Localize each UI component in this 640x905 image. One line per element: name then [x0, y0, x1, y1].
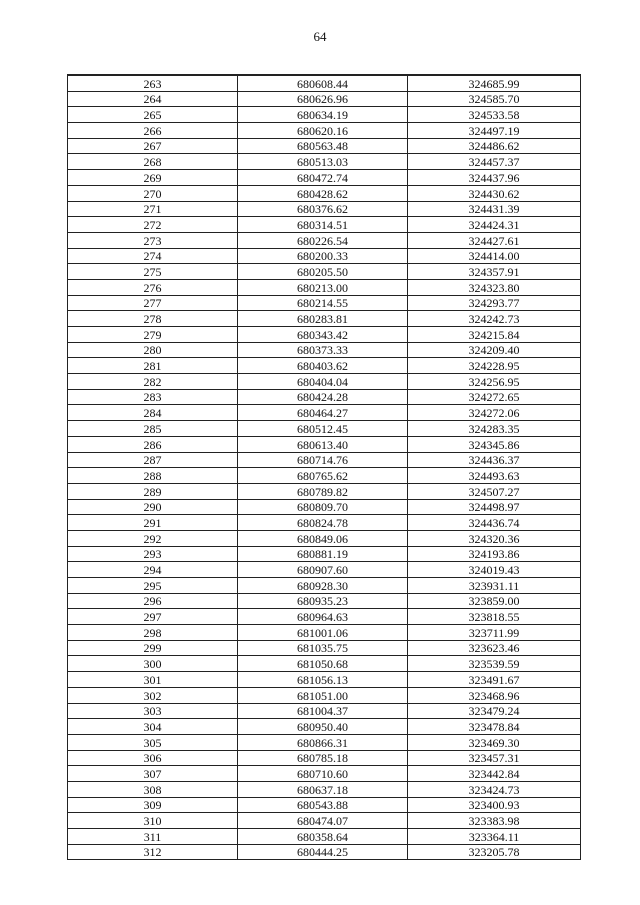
y-coordinate-cell: 324427.61 [408, 232, 581, 248]
table-row [68, 578, 581, 594]
y-coordinate-cell: 323931.11 [408, 578, 581, 594]
point-number-cell: 267 [68, 138, 238, 154]
x-coordinate-cell: 681051.00 [238, 687, 408, 703]
table-row [68, 75, 581, 91]
point-number-cell: 298 [68, 625, 238, 641]
y-coordinate-cell: 323711.99 [408, 625, 581, 641]
table-row [68, 499, 581, 515]
y-coordinate-cell: 324357.91 [408, 264, 581, 280]
x-coordinate-cell: 680373.33 [238, 342, 408, 358]
point-number-cell: 300 [68, 656, 238, 672]
x-coordinate-cell: 681056.13 [238, 672, 408, 688]
table-row [68, 327, 581, 343]
point-number-cell: 286 [68, 436, 238, 452]
point-number-cell: 273 [68, 232, 238, 248]
x-coordinate-cell: 681004.37 [238, 703, 408, 719]
table-row [68, 797, 581, 813]
y-coordinate-cell: 324256.95 [408, 374, 581, 390]
x-coordinate-cell: 680205.50 [238, 264, 408, 280]
point-number-cell: 275 [68, 264, 238, 280]
point-number-cell: 279 [68, 327, 238, 343]
table-row [68, 217, 581, 233]
x-coordinate-cell: 680935.23 [238, 593, 408, 609]
y-coordinate-cell: 324320.36 [408, 530, 581, 546]
table-row [68, 452, 581, 468]
x-coordinate-cell: 680358.64 [238, 829, 408, 845]
point-number-cell: 285 [68, 421, 238, 437]
x-coordinate-cell: 680513.03 [238, 154, 408, 170]
table-row [68, 107, 581, 123]
y-coordinate-cell: 324685.99 [408, 75, 581, 91]
y-coordinate-cell: 324431.39 [408, 201, 581, 217]
table-row [68, 138, 581, 154]
point-number-cell: 278 [68, 311, 238, 327]
table-row [68, 436, 581, 452]
y-coordinate-cell: 324414.00 [408, 248, 581, 264]
table-row [68, 640, 581, 656]
point-number-cell: 272 [68, 217, 238, 233]
x-coordinate-cell: 680428.62 [238, 185, 408, 201]
y-coordinate-cell: 324345.86 [408, 436, 581, 452]
x-coordinate-cell: 680626.96 [238, 91, 408, 107]
table-row [68, 703, 581, 719]
x-coordinate-cell: 680613.40 [238, 436, 408, 452]
y-coordinate-cell: 324585.70 [408, 91, 581, 107]
point-number-cell: 265 [68, 107, 238, 123]
table-row [68, 609, 581, 625]
y-coordinate-cell: 323478.84 [408, 719, 581, 735]
point-number-cell: 276 [68, 279, 238, 295]
table-row [68, 91, 581, 107]
point-number-cell: 270 [68, 185, 238, 201]
y-coordinate-cell: 323457.31 [408, 750, 581, 766]
x-coordinate-cell: 680343.42 [238, 327, 408, 343]
point-number-cell: 308 [68, 781, 238, 797]
x-coordinate-cell: 680620.16 [238, 123, 408, 139]
table-row [68, 123, 581, 139]
y-coordinate-cell: 324430.62 [408, 185, 581, 201]
x-coordinate-cell: 680637.18 [238, 781, 408, 797]
x-coordinate-cell: 680472.74 [238, 170, 408, 186]
x-coordinate-cell: 680474.07 [238, 813, 408, 829]
coordinates-table [67, 74, 581, 860]
point-number-cell: 295 [68, 578, 238, 594]
table-row [68, 719, 581, 735]
x-coordinate-cell: 681035.75 [238, 640, 408, 656]
y-coordinate-cell: 324228.95 [408, 358, 581, 374]
coordinates-table-body [68, 75, 581, 860]
y-coordinate-cell: 324193.86 [408, 546, 581, 562]
table-row [68, 750, 581, 766]
point-number-cell: 307 [68, 766, 238, 782]
point-number-cell: 271 [68, 201, 238, 217]
y-coordinate-cell: 323205.78 [408, 844, 581, 860]
point-number-cell: 309 [68, 797, 238, 813]
x-coordinate-cell: 681050.68 [238, 656, 408, 672]
x-coordinate-cell: 680403.62 [238, 358, 408, 374]
table-row [68, 593, 581, 609]
x-coordinate-cell: 680809.70 [238, 499, 408, 515]
y-coordinate-cell: 323479.24 [408, 703, 581, 719]
table-row [68, 342, 581, 358]
y-coordinate-cell: 324436.37 [408, 452, 581, 468]
y-coordinate-cell: 324533.58 [408, 107, 581, 123]
point-number-cell: 293 [68, 546, 238, 562]
x-coordinate-cell: 680765.62 [238, 468, 408, 484]
y-coordinate-cell: 324283.35 [408, 421, 581, 437]
table-row [68, 295, 581, 311]
x-coordinate-cell: 680785.18 [238, 750, 408, 766]
x-coordinate-cell: 680543.88 [238, 797, 408, 813]
table-row [68, 829, 581, 845]
table-row [68, 781, 581, 797]
y-coordinate-cell: 323859.00 [408, 593, 581, 609]
table-row [68, 374, 581, 390]
x-coordinate-cell: 680376.62 [238, 201, 408, 217]
y-coordinate-cell: 323442.84 [408, 766, 581, 782]
y-coordinate-cell: 323364.11 [408, 829, 581, 845]
table-row [68, 170, 581, 186]
point-number-cell: 306 [68, 750, 238, 766]
point-number-cell: 304 [68, 719, 238, 735]
x-coordinate-cell: 680710.60 [238, 766, 408, 782]
point-number-cell: 297 [68, 609, 238, 625]
x-coordinate-cell: 680881.19 [238, 546, 408, 562]
point-number-cell: 294 [68, 562, 238, 578]
x-coordinate-cell: 680464.27 [238, 405, 408, 421]
point-number-cell: 280 [68, 342, 238, 358]
point-number-cell: 299 [68, 640, 238, 656]
point-number-cell: 305 [68, 734, 238, 750]
x-coordinate-cell: 680714.76 [238, 452, 408, 468]
x-coordinate-cell: 680200.33 [238, 248, 408, 264]
table-row [68, 468, 581, 484]
point-number-cell: 264 [68, 91, 238, 107]
page-number: 64 [313, 29, 327, 44]
point-number-cell: 292 [68, 530, 238, 546]
point-number-cell: 282 [68, 374, 238, 390]
y-coordinate-cell: 324457.37 [408, 154, 581, 170]
x-coordinate-cell: 680634.19 [238, 107, 408, 123]
point-number-cell: 301 [68, 672, 238, 688]
table-row [68, 421, 581, 437]
point-number-cell: 266 [68, 123, 238, 139]
x-coordinate-cell: 680213.00 [238, 279, 408, 295]
x-coordinate-cell: 680907.60 [238, 562, 408, 578]
table-row [68, 656, 581, 672]
y-coordinate-cell: 324293.77 [408, 295, 581, 311]
x-coordinate-cell: 680424.28 [238, 389, 408, 405]
point-number-cell: 287 [68, 452, 238, 468]
x-coordinate-cell: 680866.31 [238, 734, 408, 750]
y-coordinate-cell: 324424.31 [408, 217, 581, 233]
y-coordinate-cell: 323818.55 [408, 609, 581, 625]
y-coordinate-cell: 324272.65 [408, 389, 581, 405]
point-number-cell: 283 [68, 389, 238, 405]
point-number-cell: 284 [68, 405, 238, 421]
point-number-cell: 296 [68, 593, 238, 609]
table-row [68, 311, 581, 327]
table-row [68, 546, 581, 562]
x-coordinate-cell: 680404.04 [238, 374, 408, 390]
x-coordinate-cell: 680214.55 [238, 295, 408, 311]
point-number-cell: 303 [68, 703, 238, 719]
point-number-cell: 277 [68, 295, 238, 311]
table-row [68, 530, 581, 546]
table-row [68, 687, 581, 703]
table-row [68, 766, 581, 782]
x-coordinate-cell: 680824.78 [238, 515, 408, 531]
table-row [68, 232, 581, 248]
table-row [68, 483, 581, 499]
y-coordinate-cell: 323539.59 [408, 656, 581, 672]
y-coordinate-cell: 324437.96 [408, 170, 581, 186]
y-coordinate-cell: 324486.62 [408, 138, 581, 154]
y-coordinate-cell: 324272.06 [408, 405, 581, 421]
point-number-cell: 268 [68, 154, 238, 170]
y-coordinate-cell: 324242.73 [408, 311, 581, 327]
x-coordinate-cell: 680849.06 [238, 530, 408, 546]
table-row [68, 201, 581, 217]
table-row [68, 248, 581, 264]
y-coordinate-cell: 324019.43 [408, 562, 581, 578]
point-number-cell: 291 [68, 515, 238, 531]
table-row [68, 185, 581, 201]
y-coordinate-cell: 324498.97 [408, 499, 581, 515]
point-number-cell: 269 [68, 170, 238, 186]
y-coordinate-cell: 324436.74 [408, 515, 581, 531]
table-row [68, 358, 581, 374]
table-row [68, 813, 581, 829]
y-coordinate-cell: 323400.93 [408, 797, 581, 813]
x-coordinate-cell: 680314.51 [238, 217, 408, 233]
point-number-cell: 312 [68, 844, 238, 860]
table-row [68, 515, 581, 531]
y-coordinate-cell: 324215.84 [408, 327, 581, 343]
y-coordinate-cell: 323469.30 [408, 734, 581, 750]
point-number-cell: 290 [68, 499, 238, 515]
y-coordinate-cell: 324323.80 [408, 279, 581, 295]
y-coordinate-cell: 324507.27 [408, 483, 581, 499]
y-coordinate-cell: 324493.63 [408, 468, 581, 484]
x-coordinate-cell: 680608.44 [238, 75, 408, 91]
x-coordinate-cell: 680226.54 [238, 232, 408, 248]
x-coordinate-cell: 681001.06 [238, 625, 408, 641]
point-number-cell: 289 [68, 483, 238, 499]
table-row [68, 562, 581, 578]
y-coordinate-cell: 323623.46 [408, 640, 581, 656]
x-coordinate-cell: 680283.81 [238, 311, 408, 327]
point-number-cell: 274 [68, 248, 238, 264]
table-row [68, 389, 581, 405]
table-row [68, 844, 581, 860]
point-number-cell: 311 [68, 829, 238, 845]
x-coordinate-cell: 680928.30 [238, 578, 408, 594]
y-coordinate-cell: 323491.67 [408, 672, 581, 688]
point-number-cell: 288 [68, 468, 238, 484]
x-coordinate-cell: 680563.48 [238, 138, 408, 154]
x-coordinate-cell: 680964.63 [238, 609, 408, 625]
table-row [68, 672, 581, 688]
x-coordinate-cell: 680512.45 [238, 421, 408, 437]
point-number-cell: 310 [68, 813, 238, 829]
y-coordinate-cell: 323383.98 [408, 813, 581, 829]
point-number-cell: 281 [68, 358, 238, 374]
point-number-cell: 263 [68, 75, 238, 91]
y-coordinate-cell: 323468.96 [408, 687, 581, 703]
table-row [68, 734, 581, 750]
x-coordinate-cell: 680789.82 [238, 483, 408, 499]
y-coordinate-cell: 324209.40 [408, 342, 581, 358]
table-row [68, 154, 581, 170]
y-coordinate-cell: 324497.19 [408, 123, 581, 139]
table-row [68, 405, 581, 421]
x-coordinate-cell: 680444.25 [238, 844, 408, 860]
table-row [68, 625, 581, 641]
y-coordinate-cell: 323424.73 [408, 781, 581, 797]
table-row [68, 264, 581, 280]
table-row [68, 279, 581, 295]
point-number-cell: 302 [68, 687, 238, 703]
x-coordinate-cell: 680950.40 [238, 719, 408, 735]
